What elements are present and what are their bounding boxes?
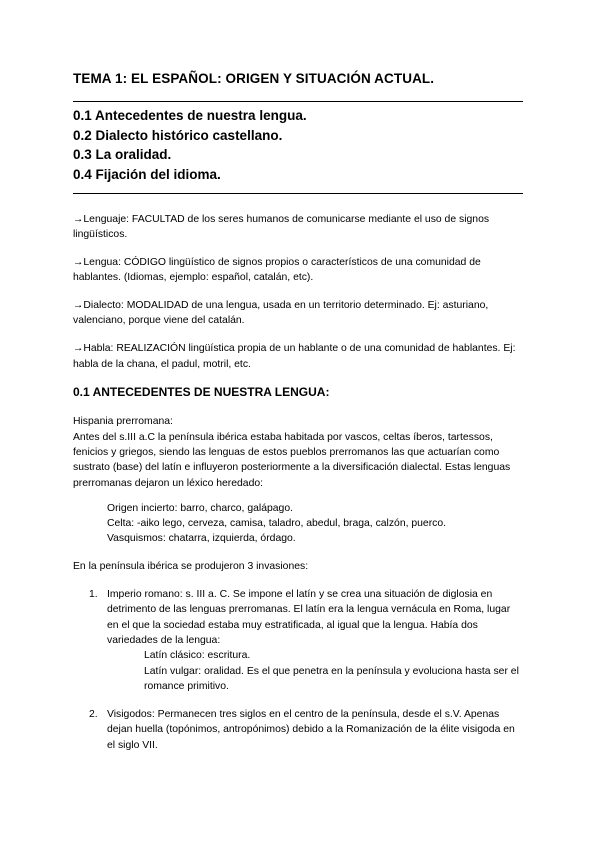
invasion-text: Imperio romano: s. III a. C. Se impone el latín y se crea una situación de diglosia en detrimento de las lenguas prerromanas. El latín era la lengua vernácula en Roma, lugar en el que la sociedad estaba muy estratificada, al igual que la lengua. Había dos variedades de la lengua: [107, 589, 511, 646]
document-page [73, 70, 523, 766]
section-heading: 0.1 ANTECEDENTES DE NUESTRA LENGUA: [73, 385, 330, 400]
definition-lenguaje: →Lenguaje: FACULTAD de los seres humanos de comunicarse mediante el uso de signos lingüísticos. [73, 214, 490, 241]
toc-item: 0.4 Fijación del idioma. [73, 166, 221, 182]
table-of-contents [73, 106, 523, 184]
toc-item: 0.3 La oralidad. [73, 147, 172, 162]
toc-item: 0.2 Dialecto histórico castellano. [73, 127, 283, 143]
definition-dialecto: →Dialecto: MODALIDAD de una lengua, usada en un territorio determinado. Ej: asturiano, valenciano, porque viene del catalán. [73, 300, 489, 327]
invasion-text: Visigodos: Permanecen tres siglos en el centro de la península, desde el s.V. Apenas dejan huella (topónimos, antropónimos) debido a la Romanización de la élite visigoda en el siglo VII. [107, 709, 515, 751]
invasion-number: 1. [89, 589, 98, 601]
lexicon-item: Origen incierto: barro, charco, galápago. [107, 502, 293, 514]
toc-item: 0.1 Antecedentes de nuestra lengua. [73, 108, 307, 123]
invasions-list [73, 587, 523, 753]
invasion-item [73, 587, 523, 694]
lexicon-item: Vasquismos: chatarra, izquierda, órdago. [107, 533, 296, 545]
invasions-intro: En la península ibérica se produjeron 3 invasiones: [73, 560, 309, 572]
invasion-item [73, 707, 523, 753]
document-title: TEMA 1: EL ESPAÑOL: ORIGEN Y SITUACIÓN ACTUAL. [73, 71, 435, 86]
hispania-title: Hispania prerromana: [73, 416, 173, 428]
invasion-subitem: Latín vulgar: oralidad. Es el que penetra en la península y evoluciona hasta ser el romance primitivo. [144, 665, 519, 692]
definitions [73, 212, 523, 372]
hispania-text: Antes del s.III a.C la península ibérica estaba habitada por vascos, celtas íberos, tartessos, fenicios y griegos, siendo las lenguas de estos pueblos prerromanos las que actuarían como sustrato (base) del latín e influyeron posteriormente a la diversificación dialectal. Estas lenguas prerromanas dejaron un léxico heredado: [73, 431, 511, 489]
divider-bottom [73, 193, 523, 194]
invasion-subitem: Latín clásico: escritura. [144, 650, 251, 662]
definition-habla: →Habla: REALIZACIÓN lingüística propia de un hablante o de una comunidad de hablantes. Ej: habla de la chana, el padul, motril, etc. [73, 343, 516, 370]
divider-top [73, 101, 523, 102]
invasion-number: 2. [89, 709, 98, 721]
lexicon-list [107, 501, 523, 547]
definition-lengua: →Lengua: CÓDIGO lingüístico de signos propios o característicos de una comunidad de hablantes. (Idiomas, ejemplo: español, catalán, etc). [73, 257, 481, 284]
lexicon-item: Celta: -aiko lego, cerveza, camisa, taladro, abedul, braga, calzón, puerco. [107, 518, 447, 530]
